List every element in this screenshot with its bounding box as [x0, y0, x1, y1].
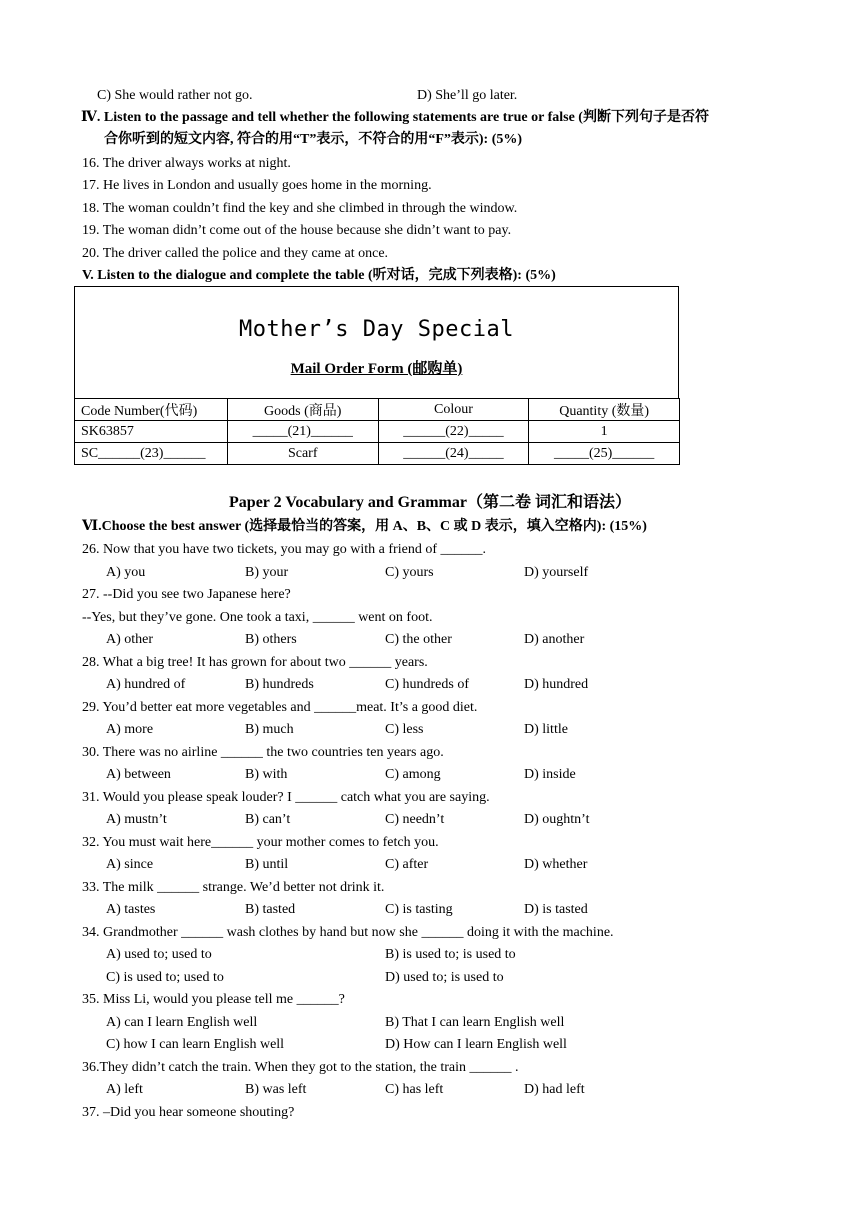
section4-heading-line1: Ⅳ. Listen to the passage and tell whether the following statements are true or false (判断下列句子是否符 — [81, 110, 709, 125]
answer-option[interactable]: C) needn’t — [385, 812, 445, 827]
answer-option[interactable]: B) tasted — [245, 902, 296, 917]
answer-option[interactable]: B) others — [245, 632, 297, 647]
question-stem: 30. There was no airline ______ the two countries ten years ago. — [82, 745, 444, 760]
answer-option[interactable]: D) oughtn’t — [524, 812, 590, 827]
option-row — [0, 811, 860, 829]
answer-option[interactable]: A) left — [106, 1082, 143, 1097]
option-row — [0, 946, 860, 964]
answer-option[interactable]: D) used to; is used to — [385, 970, 504, 985]
answer-option[interactable]: C) less — [385, 722, 424, 737]
question-stem: 37. –Did you hear someone shouting? — [82, 1105, 295, 1120]
section6-heading: Ⅵ.Choose the best answer (选择最恰当的答案，用 A、B、C 或 D 表示，填入空格内): (15%) — [82, 519, 647, 534]
option-row — [0, 1081, 860, 1099]
answer-option[interactable]: B) is used to; is used to — [385, 947, 516, 962]
answer-option[interactable]: C) yours — [385, 565, 434, 580]
column-header: Goods (商品) — [227, 399, 378, 421]
option-row — [0, 676, 860, 694]
order-form-header — [74, 286, 679, 398]
question-stem: 35. Miss Li, would you please tell me ______? — [82, 992, 345, 1007]
column-header: Quantity (数量) — [529, 399, 680, 421]
question-stem: 33. The milk ______ strange. We’d better not drink it. — [82, 880, 385, 895]
statement-19: 19. The woman didn’t come out of the house because she didn’t want to pay. — [82, 223, 512, 238]
answer-option[interactable]: A) mustn’t — [106, 812, 167, 827]
section4-heading-line2: 合你听到的短文内容, 符合的用“T”表示，不符合的用“F”表示): (5%) — [104, 132, 523, 147]
answer-option[interactable]: D) hundred — [524, 677, 589, 692]
option-row — [0, 766, 860, 784]
answer-option[interactable]: D) little — [524, 722, 568, 737]
form-subtitle: Mail Order Form (邮购单) — [290, 361, 463, 377]
table-cell: Scarf — [227, 443, 378, 465]
section5-heading: V. Listen to the dialogue and complete the table (听对话，完成下列表格): (5%) — [82, 268, 556, 283]
question-stem: 28. What a big tree! It has grown for about two ______ years. — [82, 655, 428, 670]
blank-25[interactable]: _____(25)______ — [529, 443, 680, 465]
answer-option[interactable]: B) much — [245, 722, 294, 737]
option-row — [0, 1014, 860, 1032]
option-row — [0, 901, 860, 919]
option-c: C) She would rather not go. — [97, 88, 253, 103]
question-stem: 34. Grandmother ______ wash clothes by hand but now she ______ doing it with the machine. — [82, 925, 614, 940]
option-row — [0, 1036, 860, 1054]
answer-option[interactable]: C) has left — [385, 1082, 444, 1097]
column-header: Colour — [378, 399, 529, 421]
answer-option[interactable]: C) after — [385, 857, 429, 872]
answer-option[interactable]: D) inside — [524, 767, 576, 782]
answer-option[interactable]: A) since — [106, 857, 154, 872]
answer-option[interactable]: D) another — [524, 632, 585, 647]
option-row — [0, 969, 860, 987]
answer-option[interactable]: A) other — [106, 632, 154, 647]
answer-option[interactable]: A) tastes — [106, 902, 156, 917]
form-title: Mother’s Day Special — [239, 317, 514, 342]
answer-option[interactable]: A) hundred of — [106, 677, 186, 692]
statement-18: 18. The woman couldn’t find the key and she climbed in through the window. — [82, 201, 518, 216]
blank-24[interactable]: ______(24)_____ — [378, 443, 529, 465]
table-cell: 1 — [529, 421, 680, 443]
answer-option[interactable]: B) hundreds — [245, 677, 314, 692]
table-row — [75, 443, 680, 465]
answer-option[interactable]: A) used to; used to — [106, 947, 212, 962]
statement-20: 20. The driver called the police and they came at once. — [82, 246, 389, 261]
option-row — [0, 564, 860, 582]
blank-23[interactable]: SC______(23)______ — [75, 443, 228, 465]
blank-21[interactable]: _____(21)______ — [227, 421, 378, 443]
statement-16: 16. The driver always works at night. — [82, 156, 291, 171]
answer-option[interactable]: C) how I can learn English well — [106, 1037, 285, 1052]
answer-option[interactable]: D) whether — [524, 857, 588, 872]
answer-option[interactable]: C) is used to; used to — [106, 970, 224, 985]
option-row — [0, 856, 860, 874]
answer-option[interactable]: B) your — [245, 565, 289, 580]
paper2-title: Paper 2 Vocabulary and Grammar（第二卷 词汇和语法） — [229, 494, 631, 511]
q15-options — [0, 87, 860, 105]
blank-22[interactable]: ______(22)_____ — [378, 421, 529, 443]
column-header: Code Number(代码) — [75, 399, 228, 421]
answer-option[interactable]: C) the other — [385, 632, 452, 647]
table-cell: SK63857 — [75, 421, 228, 443]
answer-option[interactable]: A) between — [106, 767, 171, 782]
answer-option[interactable]: A) you — [106, 565, 146, 580]
table-row — [75, 421, 680, 443]
answer-option[interactable]: D) yourself — [524, 565, 589, 580]
question-stem: 29. You’d better eat more vegetables and ______meat. It’s a good diet. — [82, 700, 478, 715]
answer-option[interactable]: B) That I can learn English well — [385, 1015, 565, 1030]
answer-option[interactable]: C) is tasting — [385, 902, 453, 917]
answer-option[interactable]: D) is tasted — [524, 902, 588, 917]
question-stem: 26. Now that you have two tickets, you may go with a friend of ______. — [82, 542, 486, 557]
question-stem: 27. --Did you see two Japanese here? — [82, 587, 291, 602]
answer-option[interactable]: D) How can I learn English well — [385, 1037, 567, 1052]
answer-option[interactable]: A) more — [106, 722, 154, 737]
answer-option[interactable]: B) with — [245, 767, 288, 782]
answer-option[interactable]: A) can I learn English well — [106, 1015, 258, 1030]
question-stem: --Yes, but they’ve gone. One took a taxi, ______ went on foot. — [82, 610, 433, 625]
answer-option[interactable]: C) among — [385, 767, 441, 782]
answer-option[interactable]: B) until — [245, 857, 289, 872]
statement-17: 17. He lives in London and usually goes home in the morning. — [82, 178, 432, 193]
answer-option[interactable]: B) can’t — [245, 812, 291, 827]
option-row — [0, 631, 860, 649]
option-d: D) She’ll go later. — [417, 88, 518, 103]
question-stem: 36.They didn’t catch the train. When they got to the station, the train ______ . — [82, 1060, 519, 1075]
answer-option[interactable]: C) hundreds of — [385, 677, 469, 692]
order-table — [74, 398, 680, 465]
question-stem: 31. Would you please speak louder? I ______ catch what you are saying. — [82, 790, 490, 805]
answer-option[interactable]: B) was left — [245, 1082, 307, 1097]
option-row — [0, 721, 860, 739]
table-header-row — [75, 399, 680, 421]
question-stem: 32. You must wait here______ your mother comes to fetch you. — [82, 835, 439, 850]
answer-option[interactable]: D) had left — [524, 1082, 585, 1097]
